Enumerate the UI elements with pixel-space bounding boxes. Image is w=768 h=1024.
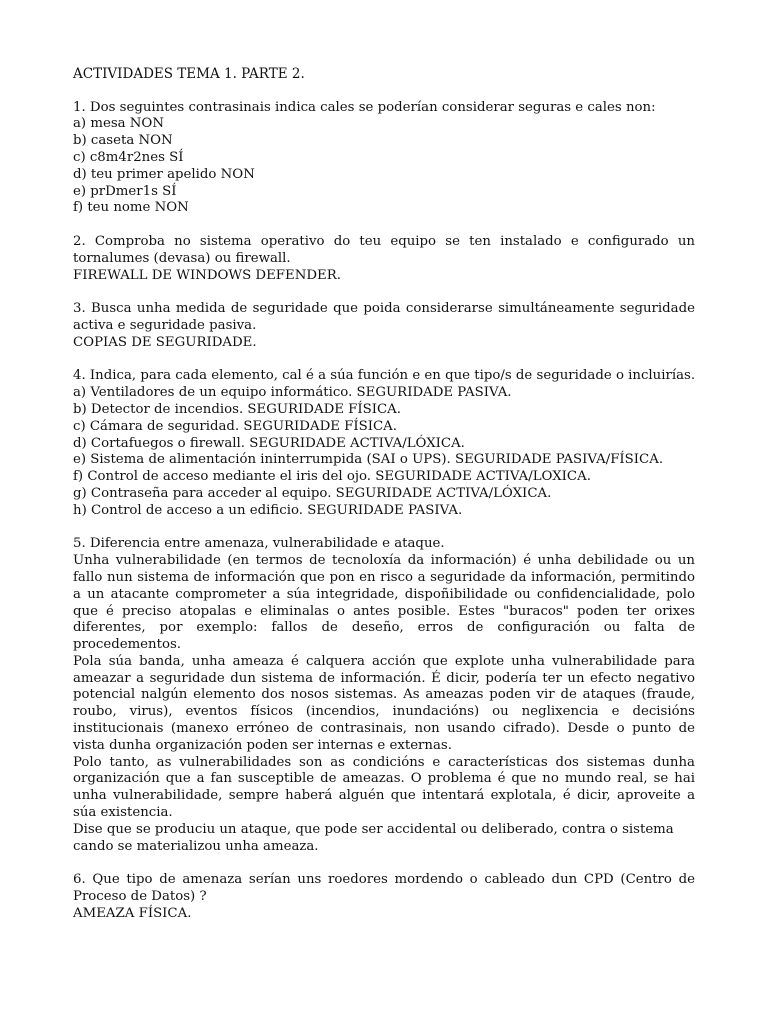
answer-2: FIREWALL DE WINDOWS DEFENDER. [73,267,341,283]
question-6 [73,872,695,922]
question-1-text: 1. Dos seguintes contrasinais indica cales se poderían considerar seguras e cales non: [73,99,656,115]
answer-1a: a) mesa NON [73,116,164,132]
question-6-text: 6. Que tipo de amenaza serían uns roedores mordendo o cableado dun CPD (Centro de Proceso de Datos) ? [73,872,695,905]
paragraph-attack-line-1: Dise que se produciu un ataque, que pode ser accidental ou deliberado, contra o sistema [73,821,674,837]
paragraph-conclusion: Polo tanto, as vulnerabilidades son as condicións e características dos sistemas dunha organización que a fan susceptible de ameazas. O problema é que no mundo real, se hai unha vulnerabilidade, sempre haberá alguén que intentará explotala, é dicir, aproveite a súa existencia. [73,754,695,821]
answer-1c: c) c8m4r2nes SÍ [73,149,184,165]
answer-1b: b) caseta NON [73,133,173,149]
answer-4b: b) Detector de incendios. SEGURIDADE FÍSICA. [73,401,402,417]
page-title: ACTIVIDADES TEMA 1. PARTE 2. [73,66,305,82]
question-3-text: 3. Busca unha medida de seguridade que poida considerarse simultáneamente seguridade activa e seguridade pasiva. [73,301,695,333]
answer-6: AMEAZA FÍSICA. [73,905,192,921]
answer-4e: e) Sistema de alimentación ininterrumpida (SAI o UPS). SEGURIDADE PASIVA/FÍSICA. [73,452,664,468]
paragraph-vulnerability: Unha vulnerabilidade (en termos de tecnoloxía da información) é unha debilidade ou un fallo nun sistema de información que pon en risco a seguridade da información, permitindo a un atacante comprometer a súa integridade, dispoñibilidade ou confidencialidade, polo que é preciso atopalas e eliminalas o antes posible. Estes "buracos" poden ter orixes diferentes, por exemplo: fallos de deseño, erros de configuración ou falta de procedementos. [73,553,695,653]
answer-4h: h) Control de acceso a un edificio. SEGURIDADE PASIVA. [73,502,463,518]
answer-4c: c) Cámara de seguridad. SEGURIDADE FÍSICA. [73,418,398,434]
question-4 [73,368,695,519]
question-4-text: 4. Indica, para cada elemento, cal é a súa función e en que tipo/s de seguridade o incluirías. [73,368,696,384]
answer-1f: f) teu nome NON [73,200,189,216]
paragraph-threat: Pola súa banda, unha ameaza é calquera acción que explote unha vulnerabilidade para ameazar a seguridade dun sistema de información. É dicir, podería ter un efecto negativo potencial nalgún elemento dos nosos sistemas. As ameazas poden vir de ataques (fraude, roubo, virus), eventos físicos (incendios, inundacións) ou neglixencia e decisións institucionais (manexo erróneo de contrasinais, non usando cifrado). Desde o punto de vista dunha organización poden ser internas e externas. [73,653,695,753]
question-5 [73,536,695,855]
question-1 [73,100,695,218]
question-5-text: 5. Diferencia entre amenaza, vulnerabilidade e ataque. [73,536,445,552]
answer-4a: a) Ventiladores de un equipo informático. SEGURIDADE PASIVA. [73,385,512,401]
question-2 [73,234,695,284]
question-3 [73,301,695,351]
paragraph-attack-line-2: cando se materializou unha ameaza. [73,838,319,854]
question-2-text: 2. Comproba no sistema operativo do teu equipo se ten instalado e configurado un tornalumes (devasa) ou firewall. [73,233,695,266]
answer-1d: d) teu primer apelido NON [73,166,255,182]
answer-4d: d) Cortafuegos o firewall. SEGURIDADE ACTIVA/LÓXICA. [73,435,465,451]
answer-4g: g) Contraseña para acceder al equipo. SEGURIDADE ACTIVA/LÓXICA. [73,485,552,501]
answer-1e: e) prDmer1s SÍ [73,183,177,199]
answer-4f: f) Control de acceso mediante el iris del ojo. SEGURIDADE ACTIVA/LOXICA. [73,469,591,485]
answer-3: COPIAS DE SEGURIDADE. [73,334,257,350]
